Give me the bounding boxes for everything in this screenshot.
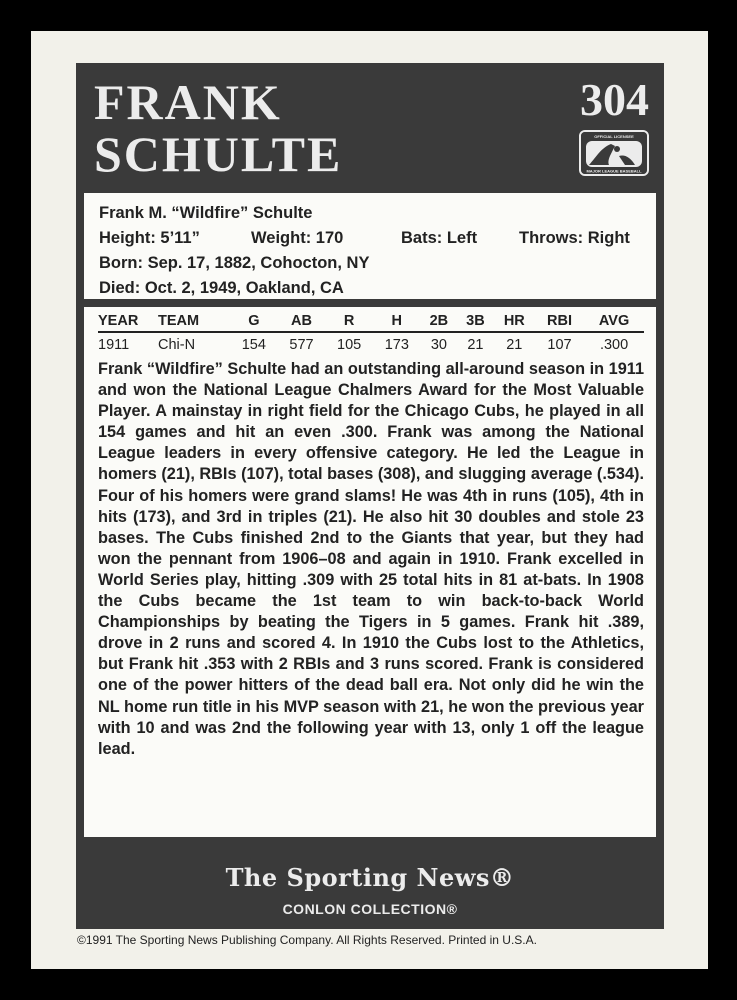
stats-header-cell: YEAR [98, 313, 158, 332]
stats-header-cell: HR [494, 313, 535, 332]
card-number: 304 [580, 74, 649, 125]
stats-header-cell: TEAM [158, 313, 230, 332]
baseball-card-back [31, 31, 708, 969]
stats-header-cell: 3B [457, 313, 494, 332]
stats-and-bio-box [84, 307, 656, 837]
stats-header-cell: RBI [535, 313, 584, 332]
player-info-box [84, 193, 656, 299]
stats-cell: 107 [547, 337, 572, 353]
born: Born: Sep. 17, 1882, Cohocton, NY [99, 254, 370, 272]
stats-cell: 21 [506, 337, 523, 353]
table-row [98, 332, 644, 355]
stats-table [98, 313, 644, 355]
logo-top-text: OFFICIAL LICENSEE [594, 134, 634, 139]
conlon-collection: CONLON COLLECTION® [282, 901, 458, 917]
stats-cell: 30 [430, 337, 447, 353]
player-bio: Frank “Wildfire” Schulte had an outstanding all-around season in 1911 and won the National League Chalmers Award for the Most Valuable Player. A mainstay in right field for the Chicago Cubs, he played in all 154 games and hit an even .300. Frank was among the National League leaders in every offensive category. He led the League in homers (21), RBIs (107), total bases (308), and slugging average (.534). Four of his homers were grand slams! He was 4th in runs (105), 4th in hits (173), and 3rd in triples (21). He also hit 30 doubles and stole 23 bases. The Cubs finished 2nd to the Giants that year, but they had won the pennant from 1906–08 and again in 1910. Frank excelled in World Series play, hitting .309 with 25 total hits in 81 at-bats. In 1908 the Cubs became the 1st team to win back-to-back World Championships by beating the Tigers in 5 games. Frank hit .389, drove in 2 runs and scored 4. In 1910 the Cubs lost to the Athletics, but Frank hit .353 with 2 RBIs and 3 runs scored. Frank is considered one of the power hitters of the dead ball era. Not only did he win the NL home run title in his MVP season with 21, he won the previous year with 10 and was 2nd the following year with 13, only 1 off the league lead. [98, 360, 644, 758]
stats-cell: 21 [467, 337, 484, 353]
died: Died: Oct. 2, 1949, Oakland, CA [99, 279, 344, 297]
stats-cell: 577 [289, 337, 314, 353]
player-last-name: SCHULTE [94, 126, 343, 182]
copyright-notice: ©1991 The Sporting News Publishing Company. All Rights Reserved. Printed in U.S.A. [77, 933, 537, 947]
weight: Weight: 170 [251, 229, 344, 247]
stats-cell: .300 [599, 337, 629, 353]
stats-cell: 1911 [98, 337, 130, 353]
stats-cell: Chi-N [158, 337, 196, 353]
player-first-name: FRANK [94, 74, 282, 130]
stats-header-cell: H [373, 313, 421, 332]
stats-cell: 154 [241, 337, 266, 353]
stats-header-cell: G [230, 313, 278, 332]
stats-cell: 105 [337, 337, 362, 353]
full-name: Frank M. “Wildfire” Schulte [99, 204, 313, 222]
mlb-logo-icon [579, 130, 649, 176]
stats-header-cell: R [325, 313, 373, 332]
throws: Throws: Right [519, 229, 630, 247]
bats: Bats: Left [401, 229, 478, 247]
stats-body [98, 332, 644, 355]
card-panel [76, 63, 664, 929]
logo-bottom-text: MAJOR LEAGUE BASEBALL [586, 168, 642, 174]
stats-cell: 173 [384, 337, 409, 353]
stats-header-cell: AB [278, 313, 326, 332]
height: Height: 5’11” [99, 229, 200, 247]
stats-header-row [98, 313, 644, 332]
sporting-news-logo: The Sporting News® [225, 863, 515, 892]
stats-header-cell: 2B [421, 313, 458, 332]
stats-header-cell: AVG [584, 313, 644, 332]
card-footer [76, 845, 664, 929]
